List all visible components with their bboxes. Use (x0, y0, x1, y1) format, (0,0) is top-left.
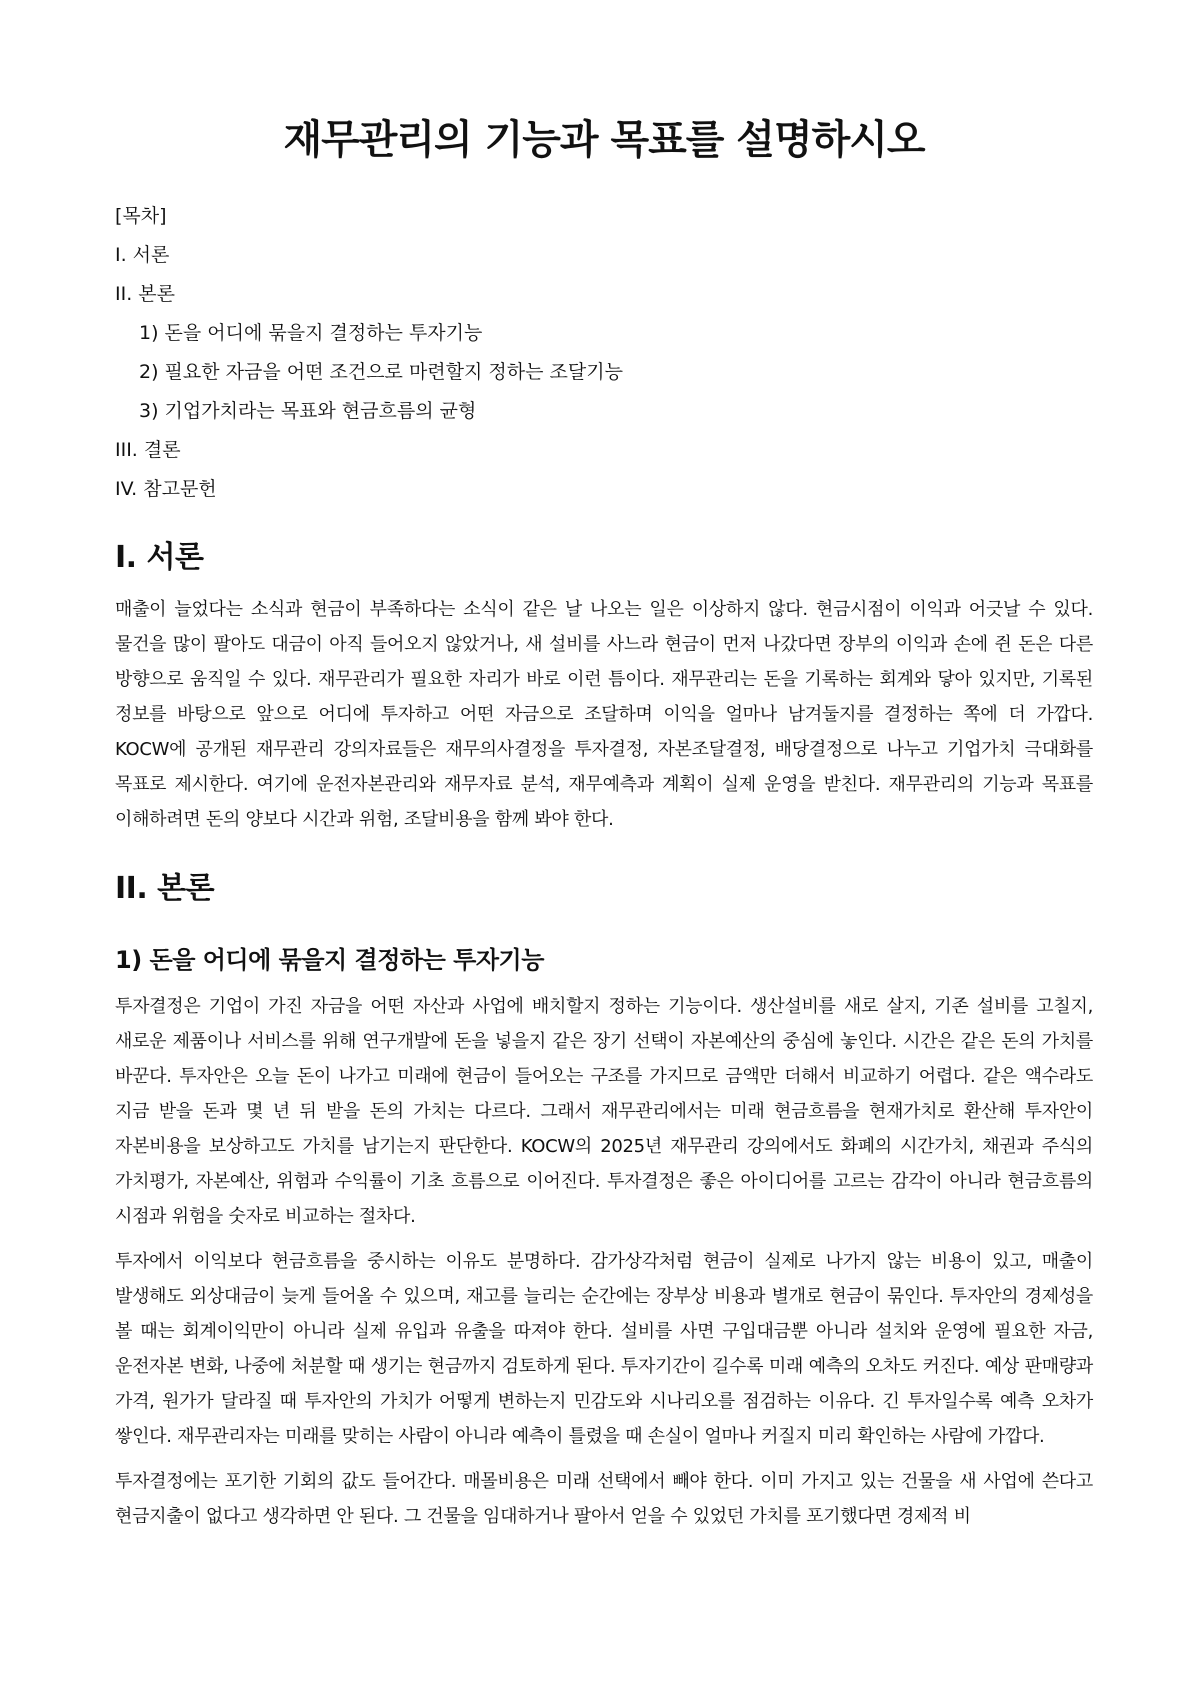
toc-item-body: II. 본론 (115, 283, 175, 305)
toc-subitem-investment: 1) 돈을 어디에 묶을지 결정하는 투자기능 (139, 322, 483, 344)
toc-item-conclusion: III. 결론 (115, 439, 181, 461)
document-title: 재무관리의 기능과 목표를 설명하시오 (283, 117, 925, 163)
toc-heading: [목차] (115, 205, 167, 227)
toc-subitem-financing: 2) 필요한 자금을 어떤 조건으로 마련할지 정하는 조달기능 (139, 361, 623, 383)
toc-item-references: IV. 참고문헌 (115, 478, 217, 500)
investment-paragraph-3: 투자결정에는 포기한 기회의 값도 들어간다. 매몰비용은 미래 선택에서 빼야 한다. 이미 가지고 있는 건물을 새 사업에 쓴다고 현금지출이 없다고 생각하면 안 된다. 그 건물을 임대하거나 팔아서 얻을 수 있었던 가치를 포기했다면 경제적 비 (115, 1471, 1093, 1527)
toc-item-introduction: I. 서론 (115, 244, 170, 266)
section-heading-introduction: I. 서론 (115, 540, 204, 575)
section-heading-body: II. 본론 (115, 871, 215, 906)
introduction-paragraph: 매출이 늘었다는 소식과 현금이 부족하다는 소식이 같은 날 나오는 일은 이상하지 않다. 현금시점이 이익과 어긋날 수 있다. 물건을 많이 팔아도 대금이 아직 들어오지 않았거나, 새 설비를 사느라 현금이 먼저 나갔다면 장부의 이익과 손에 쥔 돈은 다른 방향으로 움직일 수 있다. 재무관리가 필요한 자리가 바로 이런 틈이다. 재무관리는 돈을 기록하는 회계와 닿아 있지만, 기록된 정보를 바탕으로 앞으로 어디에 투자하고 어떤 자금으로 조달하며 이익을 얼마나 남겨둘지를 결정하는 쪽에 더 가깝다. KOCW에 공개된 재무관리 강의자료들은 재무의사결정을 투자결정, 자본조달결정, 배당결정으로 나누고 기업가치 극대화를 목표로 제시한다. 여기에 운전자본관리와 재무자료 분석, 재무예측과 계획이 실제 운영을 받친다. 재무관리의 기능과 목표를 이해하려면 돈의 양보다 시간과 위험, 조달비용을 함께 봐야 한다. (115, 599, 1093, 830)
investment-paragraph-1: 투자결정은 기업이 가진 자금을 어떤 자산과 사업에 배치할지 정하는 기능이다. 생산설비를 새로 살지, 기존 설비를 고칠지, 새로운 제품이나 서비스를 위해 연구개발에 돈을 넣을지 같은 장기 선택이 자본예산의 중심에 놓인다. 시간은 같은 돈의 가치를 바꾼다. 투자안은 오늘 돈이 나가고 미래에 현금이 들어오는 구조를 가지므로 금액만 더해서 비교하기 어렵다. 같은 액수라도 지금 받을 돈과 몇 년 뒤 받을 돈의 가치는 다르다. 그래서 재무관리에서는 미래 현금흐름을 현재가치로 환산해 투자안이 자본비용을 보상하고도 가치를 남기는지 판단한다. KOCW의 2025년 재무관리 강의에서도 화폐의 시간가치, 채권과 주식의 가치평가, 자본예산, 위험과 수익률이 기초 흐름으로 이어진다. 투자결정은 좋은 아이디어를 고르는 감각이 아니라 현금흐름의 시점과 위험을 숫자로 비교하는 절차다. (115, 996, 1093, 1227)
investment-paragraph-2: 투자에서 이익보다 현금흐름을 중시하는 이유도 분명하다. 감가상각처럼 현금이 실제로 나가지 않는 비용이 있고, 매출이 발생해도 외상대금이 늦게 들어올 수 있으며, 재고를 늘리는 순간에는 장부상 비용과 별개로 현금이 묶인다. 투자안의 경제성을 볼 때는 회계이익만이 아니라 실제 유입과 유출을 따져야 한다. 설비를 사면 구입대금뿐 아니라 설치와 운영에 필요한 자금, 운전자본 변화, 나중에 처분할 때 생기는 현금까지 검토하게 된다. 투자기간이 길수록 미래 예측의 오차도 커진다. 예상 판매량과 가격, 원가가 달라질 때 투자안의 가치가 어떻게 변하는지 민감도와 시나리오를 점검하는 이유다. 긴 투자일수록 예측 오차가 쌓인다. 재무관리자는 미래를 맞히는 사람이 아니라 예측이 틀렸을 때 손실이 얼마나 커질지 미리 확인하는 사람에 가깝다. (115, 1251, 1093, 1447)
subsection-heading-investment: 1) 돈을 어디에 묶을지 결정하는 투자기능 (115, 946, 544, 974)
toc-subitem-firm-value: 3) 기업가치라는 목표와 현금흐름의 균형 (139, 400, 477, 422)
table-of-contents (115, 197, 1093, 509)
